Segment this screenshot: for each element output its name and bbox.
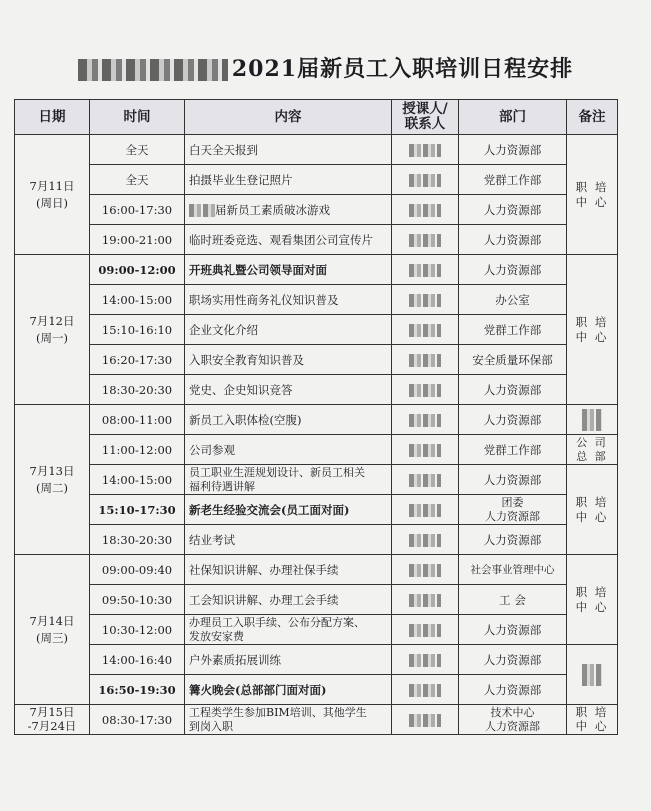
dept-cell: 人力资源部 — [459, 255, 567, 285]
note-cell: 职 培 中 心 — [567, 135, 618, 255]
redacted-name — [409, 204, 441, 217]
redacted-name — [409, 324, 441, 337]
note-cell: 职 培 中 心 — [567, 255, 618, 405]
content-cell: 户外素质拓展训练 — [185, 645, 392, 675]
time-cell: 19:00-21:00 — [90, 225, 185, 255]
content-cell: 企业文化介绍 — [185, 315, 392, 345]
content-cell: 员工职业生涯规划设计、新员工相关 福利待遇讲解 — [185, 465, 392, 495]
dept-cell: 人力资源部 — [459, 675, 567, 705]
content-cell: 新老生经验交流会(员工面对面) — [185, 495, 392, 525]
note-cell — [567, 405, 618, 435]
title-text: 届新员工入职培训日程安排 — [297, 56, 574, 82]
time-cell: 09:00-12:00 — [90, 255, 185, 285]
header-date: 日期 — [15, 100, 90, 135]
table-row — [15, 285, 618, 315]
table-header-row — [15, 100, 618, 135]
time-cell: 14:00-16:40 — [90, 645, 185, 675]
dept-cell: 党群工作部 — [459, 315, 567, 345]
table-row — [15, 315, 618, 345]
time-cell: 09:00-09:40 — [90, 555, 185, 585]
time-cell: 14:00-15:00 — [90, 285, 185, 315]
redacted-name — [409, 444, 441, 457]
header-content: 内容 — [185, 100, 392, 135]
redacted-name — [409, 654, 441, 667]
header-note: 备注 — [567, 100, 618, 135]
time-cell: 09:50-10:30 — [90, 585, 185, 615]
redacted-name — [409, 594, 441, 607]
dept-cell: 党群工作部 — [459, 165, 567, 195]
lecturer-cell — [392, 345, 459, 375]
lecturer-cell — [392, 645, 459, 675]
date-cell: 7月11日 (周日) — [15, 135, 90, 255]
time-cell: 全天 — [90, 135, 185, 165]
page-title — [0, 52, 651, 83]
table-row — [15, 645, 618, 675]
time-cell: 10:30-12:00 — [90, 615, 185, 645]
content-cell: 公司参观 — [185, 435, 392, 465]
dept-cell: 团委 人力资源部 — [459, 495, 567, 525]
time-cell: 全天 — [90, 165, 185, 195]
dept-cell: 人力资源部 — [459, 375, 567, 405]
table-row — [15, 705, 618, 735]
header-time: 时间 — [90, 100, 185, 135]
title-year: 2021 — [231, 56, 298, 82]
table-row — [15, 135, 618, 165]
lecturer-cell — [392, 255, 459, 285]
redacted-name — [409, 234, 441, 247]
date-cell: 7月14日 (周三) — [15, 555, 90, 705]
table-row — [15, 195, 618, 225]
time-cell: 08:30-17:30 — [90, 705, 185, 735]
table-row — [15, 465, 618, 495]
note-cell: 职 培 中 心 — [567, 555, 618, 645]
content-cell: 入职安全教育知识普及 — [185, 345, 392, 375]
content-cell: 临时班委竞选、观看集团公司宣传片 — [185, 225, 392, 255]
lecturer-cell — [392, 615, 459, 645]
table-row — [15, 165, 618, 195]
table-row — [15, 555, 618, 585]
table-row — [15, 525, 618, 555]
redacted-name — [409, 354, 441, 367]
lecturer-cell — [392, 465, 459, 495]
table-row — [15, 225, 618, 255]
redacted-note — [582, 664, 602, 686]
time-cell: 08:00-11:00 — [90, 405, 185, 435]
redacted-company-name — [78, 59, 228, 81]
redacted-name — [409, 144, 441, 157]
content-cell: 工会知识讲解、办理工会手续 — [185, 585, 392, 615]
lecturer-cell — [392, 705, 459, 735]
redacted-year — [189, 204, 215, 217]
time-cell: 18:30-20:30 — [90, 375, 185, 405]
time-cell: 18:30-20:30 — [90, 525, 185, 555]
dept-cell: 党群工作部 — [459, 435, 567, 465]
lecturer-cell — [392, 315, 459, 345]
table-row — [15, 255, 618, 285]
dept-cell: 人力资源部 — [459, 225, 567, 255]
redacted-name — [409, 714, 441, 727]
content-cell: 白天全天报到 — [185, 135, 392, 165]
dept-cell: 安全质量环保部 — [459, 345, 567, 375]
table-row — [15, 345, 618, 375]
lecturer-cell — [392, 285, 459, 315]
table-row — [15, 435, 618, 465]
table-row — [15, 405, 618, 435]
redacted-name — [409, 474, 441, 487]
lecturer-cell — [392, 195, 459, 225]
redacted-name — [409, 264, 441, 277]
content-cell: 办理员工入职手续、公布分配方案、 发放安家费 — [185, 615, 392, 645]
redacted-name — [409, 564, 441, 577]
date-cell: 7月15日 -7月24日 — [15, 705, 90, 735]
redacted-name — [409, 504, 441, 517]
header-lecturer: 授课人/ 联系人 — [392, 100, 459, 135]
schedule-table — [14, 99, 618, 735]
note-cell: 职 培 中 心 — [567, 705, 618, 735]
lecturer-cell — [392, 225, 459, 255]
content-cell: 党史、企史知识竞答 — [185, 375, 392, 405]
redacted-name — [409, 384, 441, 397]
time-cell: 16:20-17:30 — [90, 345, 185, 375]
dept-cell: 工 会 — [459, 585, 567, 615]
content-cell: 届新员工素质破冰游戏 — [185, 195, 392, 225]
time-cell: 11:00-12:00 — [90, 435, 185, 465]
redacted-name — [409, 624, 441, 637]
note-cell: 公 司 总 部 — [567, 435, 618, 465]
dept-cell: 人力资源部 — [459, 135, 567, 165]
dept-cell: 人力资源部 — [459, 405, 567, 435]
lecturer-cell — [392, 435, 459, 465]
redacted-name — [409, 534, 441, 547]
content-cell: 新员工入职体检(空腹) — [185, 405, 392, 435]
content-cell: 工程类学生参加BIM培训、其他学生 到岗入职 — [185, 705, 392, 735]
redacted-name — [409, 684, 441, 697]
redacted-name — [409, 174, 441, 187]
date-cell: 7月12日 (周一) — [15, 255, 90, 405]
time-cell: 16:50-19:30 — [90, 675, 185, 705]
dept-cell: 社会事业管理中心 — [459, 555, 567, 585]
lecturer-cell — [392, 495, 459, 525]
content-cell: 篝火晚会(总部部门面对面) — [185, 675, 392, 705]
note-cell: 职 培 中 心 — [567, 465, 618, 555]
time-cell: 15:10-16:10 — [90, 315, 185, 345]
table-row — [15, 675, 618, 705]
table-row — [15, 375, 618, 405]
content-cell: 拍摄毕业生登记照片 — [185, 165, 392, 195]
lecturer-cell — [392, 135, 459, 165]
dept-cell: 办公室 — [459, 285, 567, 315]
table-row — [15, 495, 618, 525]
lecturer-cell — [392, 405, 459, 435]
date-cell: 7月13日 (周二) — [15, 405, 90, 555]
dept-cell: 技术中心 人力资源部 — [459, 705, 567, 735]
table-row — [15, 585, 618, 615]
dept-cell: 人力资源部 — [459, 525, 567, 555]
redacted-name — [409, 294, 441, 307]
lecturer-cell — [392, 555, 459, 585]
content-cell: 职场实用性商务礼仪知识普及 — [185, 285, 392, 315]
time-cell: 16:00-17:30 — [90, 195, 185, 225]
lecturer-cell — [392, 525, 459, 555]
dept-cell: 人力资源部 — [459, 465, 567, 495]
dept-cell: 人力资源部 — [459, 195, 567, 225]
lecturer-cell — [392, 675, 459, 705]
content-cell: 社保知识讲解、办理社保手续 — [185, 555, 392, 585]
content-cell: 结业考试 — [185, 525, 392, 555]
content-cell: 开班典礼暨公司领导面对面 — [185, 255, 392, 285]
lecturer-cell — [392, 375, 459, 405]
lecturer-cell — [392, 585, 459, 615]
note-cell — [567, 645, 618, 705]
table-row — [15, 615, 618, 645]
dept-cell: 人力资源部 — [459, 615, 567, 645]
time-cell: 14:00-15:00 — [90, 465, 185, 495]
header-dept: 部门 — [459, 100, 567, 135]
redacted-note — [582, 409, 602, 431]
redacted-name — [409, 414, 441, 427]
dept-cell: 人力资源部 — [459, 645, 567, 675]
lecturer-cell — [392, 165, 459, 195]
time-cell: 15:10-17:30 — [90, 495, 185, 525]
